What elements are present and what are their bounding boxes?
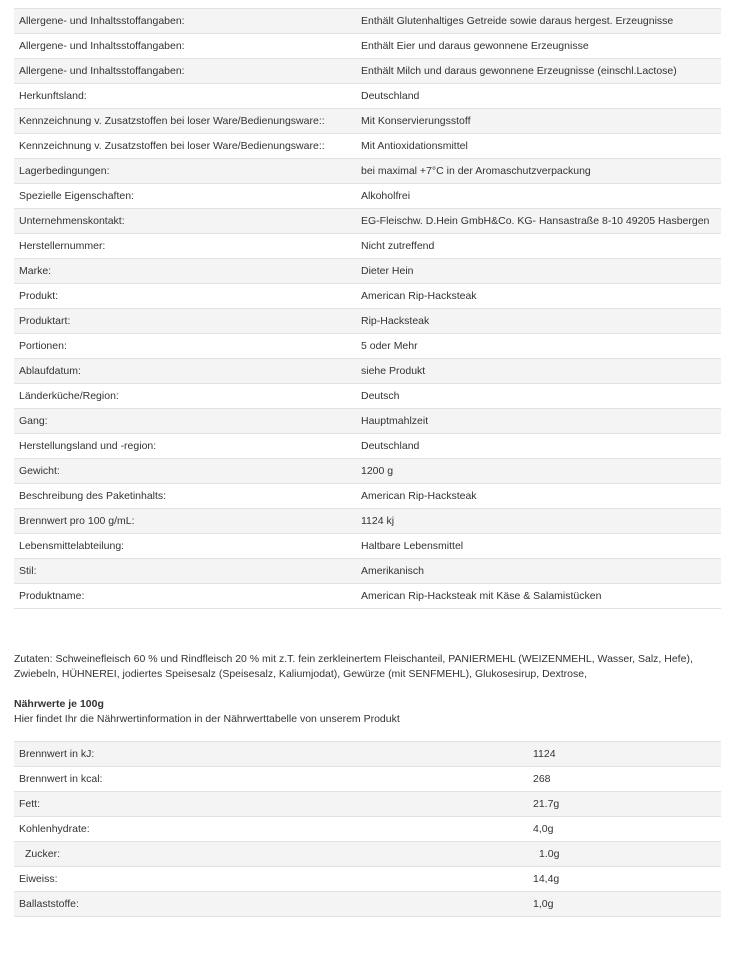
nutrition-row [14, 817, 721, 842]
spec-value: Nicht zutreffend [361, 240, 435, 252]
spec-label: Ablaufdatum: [19, 365, 81, 377]
spec-value: Enthält Eier und daraus gewonnene Erzeugnisse [361, 40, 589, 52]
spec-label: Brennwert pro 100 g/mL: [19, 515, 135, 527]
spec-label: Herstellernummer: [19, 240, 106, 252]
spec-row [14, 584, 721, 609]
spec-value: 1200 g [361, 465, 394, 477]
nutrition-label: Brennwert in kcal: [19, 773, 103, 785]
spec-value: American Rip-Hacksteak [361, 490, 477, 502]
spec-row [14, 134, 721, 159]
nutrition-row [14, 842, 721, 867]
spec-row [14, 209, 721, 234]
nutrition-row [14, 892, 721, 917]
nutrition-value: 1,0g [533, 898, 554, 910]
nutrition-value: 21.7g [533, 798, 560, 810]
nutrition-note: Hier findet Ihr die Nährwertinformation in der Nährwerttabelle von unserem Produkt [14, 713, 400, 725]
spec-value: Enthält Glutenhaltiges Getreide sowie daraus hergest. Erzeugnisse [361, 15, 674, 27]
spec-label: Herkunftsland: [19, 90, 87, 102]
spec-label: Lebensmittelabteilung: [19, 540, 125, 552]
spec-value: American Rip-Hacksteak [361, 290, 477, 302]
spec-row [14, 334, 721, 359]
spec-value: American Rip-Hacksteak mit Käse & Salamistücken [361, 590, 602, 602]
spec-label: Produkt: [19, 290, 59, 302]
spec-row [14, 9, 721, 34]
spec-row [14, 559, 721, 584]
spec-label: Produktart: [19, 315, 71, 327]
spec-row [14, 359, 721, 384]
nutrition-table [14, 741, 721, 917]
nutrition-value: 268 [533, 773, 551, 785]
spec-label: Allergene- und Inhaltsstoffangaben: [19, 40, 185, 52]
spec-value: Dieter Hein [361, 265, 414, 277]
nutrition-value: 4,0g [533, 823, 554, 835]
spec-value: 5 oder Mehr [361, 340, 418, 352]
spec-row [14, 284, 721, 309]
spec-label: Herstellungsland und -region: [19, 440, 157, 452]
nutrition-row [14, 792, 721, 817]
spec-row [14, 184, 721, 209]
spec-row [14, 509, 721, 534]
spec-row [14, 484, 721, 509]
spec-label: Lagerbedingungen: [19, 165, 110, 177]
spec-row [14, 459, 721, 484]
spec-label: Gewicht: [19, 465, 60, 477]
spec-value: 1124 kj [361, 515, 395, 527]
spec-label: Allergene- und Inhaltsstoffangaben: [19, 65, 185, 77]
spec-row [14, 409, 721, 434]
nutrition-label: Fett: [19, 798, 41, 810]
spec-value: Haltbare Lebensmittel [361, 540, 464, 552]
nutrition-title: Nährwerte je 100g [14, 698, 104, 710]
nutrition-label: Eiweiss: [19, 873, 58, 885]
nutrition-label: Zucker: [25, 848, 61, 860]
nutrition-value: 1.0g [539, 848, 560, 860]
spec-row [14, 84, 721, 109]
nutrition-value: 14,4g [533, 873, 560, 885]
spec-value: Mit Konservierungsstoff [361, 115, 471, 127]
spec-row [14, 309, 721, 334]
nutrition-row [14, 867, 721, 892]
spec-label: Kennzeichnung v. Zusatzstoffen bei loser Ware/Bedienungsware:: [19, 115, 325, 127]
spec-value: EG-Fleischw. D.Hein GmbH&Co. KG- Hansastraße 8-10 49205 Hasbergen [361, 215, 710, 227]
spec-value: Deutschland [361, 90, 420, 102]
nutrition-value: 1124 [533, 748, 556, 760]
product-specs-table [14, 8, 721, 609]
spec-value: Rip-Hacksteak [361, 315, 430, 327]
spec-value: Enthält Milch und daraus gewonnene Erzeugnisse (einschl.Lactose) [361, 65, 677, 77]
spec-row [14, 59, 721, 84]
nutrition-row [14, 767, 721, 792]
nutrition-label: Kohlenhydrate: [19, 823, 90, 835]
spec-value: siehe Produkt [361, 365, 426, 377]
spec-value: bei maximal +7°C in der Aromaschutzverpackung [361, 165, 591, 177]
spec-label: Beschreibung des Paketinhalts: [19, 490, 167, 502]
spec-value: Hauptmahlzeit [361, 415, 429, 427]
spec-label: Länderküche/Region: [19, 390, 119, 402]
nutrition-label: Ballaststoffe: [19, 898, 79, 910]
nutrition-row [14, 742, 721, 767]
spec-label: Stil: [19, 565, 37, 577]
spec-value: Alkoholfrei [361, 190, 411, 202]
spec-label: Marke: [19, 265, 52, 277]
spec-row [14, 159, 721, 184]
spec-label: Unternehmenskontakt: [19, 215, 125, 227]
nutrition-label: Brennwert in kJ: [19, 748, 95, 760]
spec-label: Kennzeichnung v. Zusatzstoffen bei loser Ware/Bedienungsware:: [19, 140, 325, 152]
spec-row [14, 109, 721, 134]
spec-label: Produktname: [19, 590, 85, 602]
spec-value: Amerikanisch [361, 565, 425, 577]
spec-value: Mit Antioxidationsmittel [361, 140, 468, 152]
spec-row [14, 34, 721, 59]
ingredients-text: Zutaten: Schweinefleisch 60 % und Rindfleisch 20 % mit z.T. fein zerkleinertem Fleischanteil, PANIERMEHL (WEIZENMEHL, Wasser, Salz, Hefe), Zwiebeln, HÜHNEREI, jodiertes Speisesalz (Speisesalz, Kaliumjodat), Gewürze (mit SENFMEHL), Glukosesirup, Dextrose, [14, 653, 693, 680]
spec-row [14, 234, 721, 259]
spec-label: Gang: [19, 415, 48, 427]
spec-row [14, 434, 721, 459]
spec-label: Portionen: [19, 340, 67, 352]
spec-value: Deutsch [361, 390, 400, 402]
spec-label: Spezielle Eigenschaften: [19, 190, 134, 202]
spec-row [14, 259, 721, 284]
spec-row [14, 534, 721, 559]
spec-value: Deutschland [361, 440, 420, 452]
spec-label: Allergene- und Inhaltsstoffangaben: [19, 15, 185, 27]
spec-row [14, 384, 721, 409]
